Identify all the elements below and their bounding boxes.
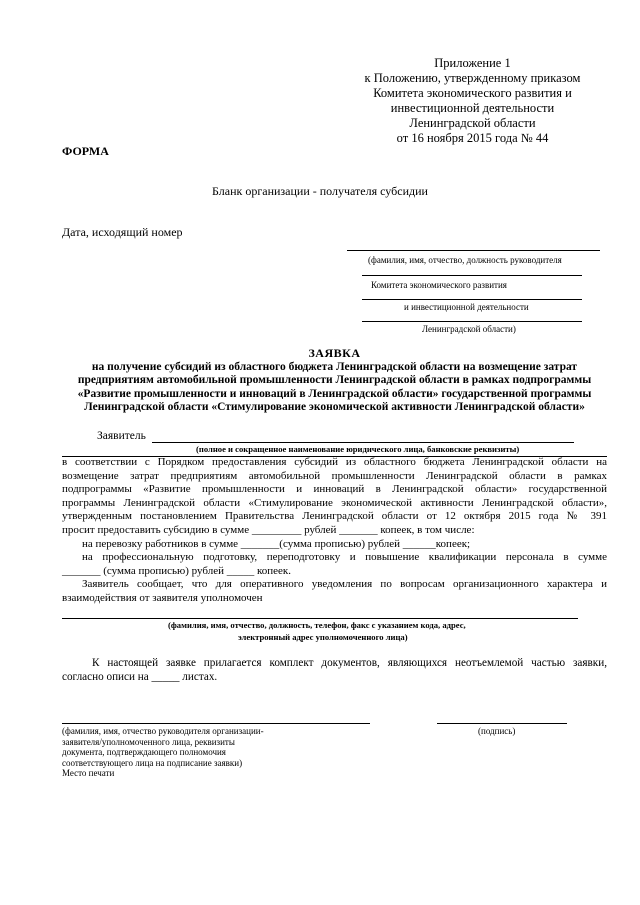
body-line: просит предоставить субсидию в сумме _________ рублей _______ копеек, в том числе: bbox=[62, 524, 475, 536]
signature-detail-line: (фамилия, имя, отчество руководителя организации- bbox=[62, 726, 264, 736]
annex-line: Ленинградской области bbox=[409, 116, 536, 130]
authorized-line bbox=[62, 618, 578, 619]
body-line: на профессиональную подготовку, переподготовку и повышение квалификации персонала в сумме bbox=[82, 551, 607, 564]
applicant-line bbox=[152, 442, 574, 443]
annex-line: от 16 ноября 2015 года № 44 bbox=[396, 131, 549, 145]
annex-line: инвестиционной деятельности bbox=[390, 101, 555, 115]
title-line: предприятиям автомобильной промышленности Ленинградской области в рамках подпрограммы bbox=[77, 374, 592, 387]
body-line: на перевозку работников в сумме _______(сумма прописью) рублей ______копеек; bbox=[82, 537, 471, 550]
signature-details bbox=[62, 726, 264, 779]
applicant-label: Заявитель bbox=[97, 430, 146, 442]
form-label: ФОРМА bbox=[62, 144, 109, 158]
applicant-caption: (полное и сокращенное наименование юридического лица, банковские реквизиты) bbox=[196, 444, 520, 454]
recipient-caption: и инвестиционной деятельности bbox=[404, 302, 529, 312]
signature-name-line bbox=[62, 723, 370, 724]
authorized-caption: электронный адрес уполномоченного лица) bbox=[238, 632, 408, 642]
date-number-label: Дата, исходящий номер bbox=[62, 225, 183, 239]
signature-detail-line: документа, подтверждающего полномочия bbox=[62, 747, 226, 758]
recipient-line bbox=[347, 250, 600, 251]
title-line: на получение субсидий из областного бюджета Ленинградской области на возмещение затрат bbox=[91, 360, 578, 373]
recipient-line bbox=[362, 275, 582, 276]
signature-line bbox=[437, 723, 567, 724]
body-line: _______ (сумма прописью) рублей _____ копеек. bbox=[62, 564, 291, 577]
body-line: возмещение затрат предприятиям автомобильной промышленности Ленинградской области в рамках bbox=[62, 469, 607, 482]
title-line: Ленинградской области «Стимулирование экономической активности Ленинградской области» bbox=[84, 401, 585, 414]
document-title bbox=[62, 347, 607, 415]
attachment-line: К настоящей заявке прилагается комплект документов, являющихся неотъемлемой частью заявки, bbox=[92, 657, 607, 669]
signature-caption: (подпись) bbox=[478, 726, 516, 736]
annex-line: Комитета экономического развития и bbox=[373, 86, 572, 100]
signature-detail-line: заявителя/уполномоченного лица, реквизиты bbox=[62, 736, 235, 747]
recipient-line bbox=[362, 299, 582, 300]
stamp-place-label: Место печати bbox=[62, 768, 115, 779]
title-heading: ЗАЯВКА bbox=[308, 346, 361, 360]
body-line: взаимодействия от заявителя уполномочен bbox=[62, 592, 263, 604]
title-line: «Развитие промышленности и инноваций в Ленинградской области» государственной программы bbox=[77, 387, 592, 400]
signature-detail-line: соответствующего лица на подписание заявки) bbox=[62, 757, 243, 768]
body-line: программы Ленинградской области «Стимулирование экономической активности Ленинградской области», bbox=[62, 496, 607, 509]
recipient-caption: Комитета экономического развития bbox=[371, 280, 507, 290]
recipient-line bbox=[362, 321, 582, 322]
attachment-line: согласно описи на _____ листах. bbox=[62, 671, 218, 683]
recipient-caption: (фамилия, имя, отчество, должность руководителя bbox=[368, 255, 562, 265]
body-line: утвержденным постановлением Правительства Ленинградской области от 12 октября 2015 года № 391 bbox=[62, 510, 607, 523]
body-line: подпрограммы «Развитие промышленности и инноваций в Ленинградской области» государственной bbox=[62, 483, 607, 496]
recipient-caption: Ленинградской области) bbox=[422, 324, 516, 334]
body-line: в соответствии с Порядком предоставления субсидий из областного бюджета Ленинградской области на bbox=[62, 456, 607, 468]
annex-line: к Положению, утвержденному приказом bbox=[364, 71, 581, 85]
blank-label: Бланк организации - получателя субсидии bbox=[212, 184, 428, 198]
body-line: Заявитель сообщает, что для оперативного уведомления по вопросам организационного характера и bbox=[82, 578, 607, 591]
annex-line: Приложение 1 bbox=[434, 56, 511, 70]
authorized-caption: (фамилия, имя, отчество, должность, телефон, факс с указанием кода, адрес, bbox=[168, 620, 466, 630]
annex-header bbox=[340, 56, 605, 146]
